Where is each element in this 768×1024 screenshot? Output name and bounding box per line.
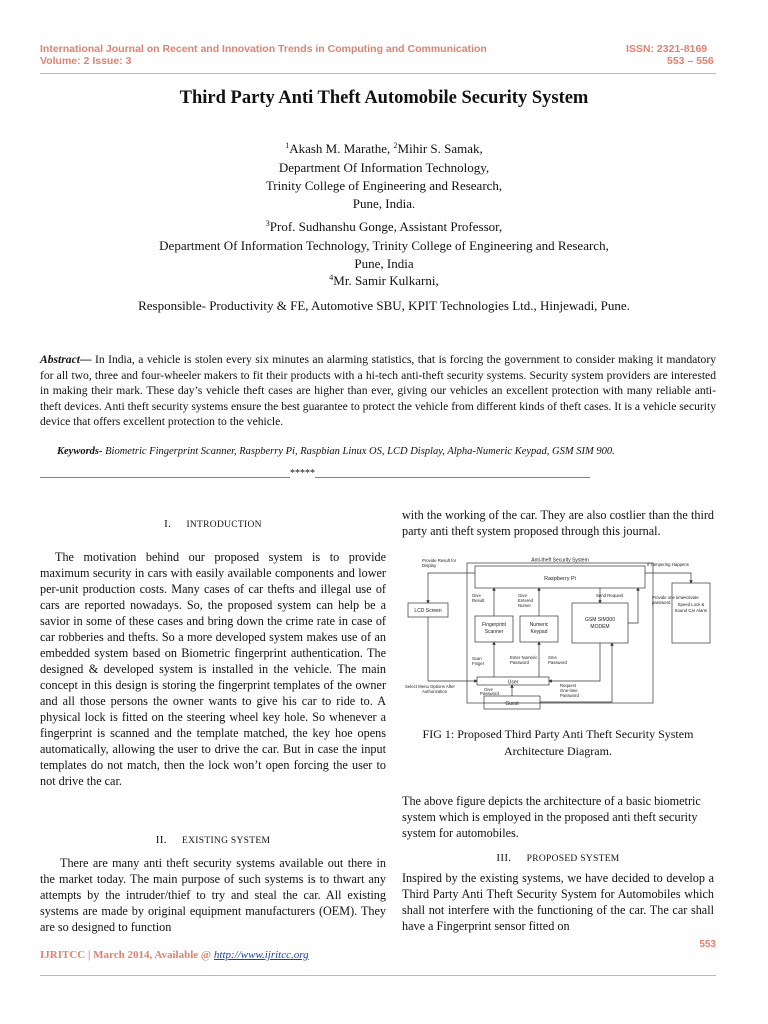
journal-name: International Journal on Recent and Innovation Trends in Computing and Communication <box>40 43 487 55</box>
svg-text:Finger: Finger <box>472 661 485 666</box>
keywords <box>57 446 615 457</box>
svg-text:Give: Give <box>472 593 481 598</box>
section-heading-existing-system: II. EXISTING SYSTEM <box>155 834 271 846</box>
header-rule <box>40 73 716 74</box>
svg-text:User: User <box>507 679 519 686</box>
svg-text:Scanner: Scanner <box>484 629 504 635</box>
svg-text:Provide one time: Provide one time <box>652 595 685 600</box>
affiliation-line-1: Department Of Information Technology, <box>278 160 490 175</box>
svg-text:password: password <box>652 600 671 605</box>
page-range: 553 – 556 <box>667 55 714 67</box>
svg-text:Guest: Guest <box>505 701 519 707</box>
author-line-1: $^1$Akash M. Marathe, $^2$Mihir S. Samak, <box>285 141 483 156</box>
svg-text:Numeric: Numeric <box>529 622 549 628</box>
activate-alarm-box <box>672 583 710 643</box>
svg-text:GSM SIM300: GSM SIM300 <box>584 617 616 623</box>
author-line-3: $^3$Prof. Sudhanshu Gonge, Assistant Professor, <box>265 219 503 234</box>
fig-raspberry: Raspberry Pi <box>544 576 576 582</box>
svg-text:Provide Result for: Provide Result for <box>422 558 457 563</box>
svg-text:Result: Result <box>472 598 485 603</box>
svg-text:Enter Numeric: Enter Numeric <box>510 655 538 660</box>
journal-link[interactable]: http://www.ijritcc.org <box>213 949 309 961</box>
section-heading-introduction: I. INTRODUCTION <box>164 518 262 530</box>
svg-text:If Tampering Happens: If Tampering Happens <box>647 562 689 567</box>
keywords-label: Keywords- <box>57 446 103 457</box>
svg-text:Give: Give <box>518 593 527 598</box>
svg-text:Keypad: Keypad <box>530 629 548 635</box>
svg-text:Send Request: Send Request <box>596 593 624 598</box>
svg-text:MODEM: MODEM <box>590 624 610 630</box>
figure-description: The above figure depicts the architecture of a basic biometric system which is employed in the proposed anti theft security system for automobiles. <box>402 794 701 840</box>
svg-text:Select Menu Options After: Select Menu Options After <box>405 684 455 689</box>
svg-text:One-time: One-time <box>560 688 578 693</box>
fig-lcd: LCD Screen <box>414 608 442 614</box>
svg-text:Password: Password <box>510 660 529 665</box>
svg-text:Password: Password <box>548 660 567 665</box>
svg-text:Fingerprint: Fingerprint <box>482 622 506 628</box>
svg-text:Give: Give <box>484 687 493 692</box>
svg-text:Display: Display <box>422 563 437 568</box>
affiliation-line-6: Responsible- Productivity & FE, Automotive SBU, KPIT Technologies Ltd., Hinjewadi, Pune. <box>138 298 630 313</box>
paper-title: Third Party Anti Theft Automobile Security System <box>179 88 589 108</box>
journal-issn: ISSN: 2321-8169 <box>626 43 708 55</box>
affiliation-line-3: Pune, India. <box>352 196 416 211</box>
fig-title: Anti-theft Security System <box>531 557 589 564</box>
architecture-diagram <box>402 553 714 713</box>
existing-system-text: There are many anti theft security systems available out there in the market today. The main purpose of such systems is to thwart any attempts by the intruder/thief to try and steal the car. All existing systems are made by original equipment manufacturers (OEM). They are so designed to function <box>40 856 386 934</box>
journal-volume: Volume: 2 Issue: 3 <box>40 55 132 67</box>
section-heading-proposed-system: III. PROPOSED SYSTEM <box>496 852 620 864</box>
svg-text:Password: Password <box>480 691 499 696</box>
footer-citation: IJRITCC | March 2014, Available @ http://www.ijritcc.org <box>40 949 309 961</box>
separator-line: __________________________________________________*****_______________________________________________________ <box>40 468 590 479</box>
svg-text:Activate: Activate <box>683 595 699 600</box>
abstract-label: Abstract— <box>40 353 92 366</box>
svg-text:Request: Request <box>560 683 577 688</box>
figure-caption: FIG 1: Proposed Third Party Anti Theft Security System Architecture Diagram. <box>422 727 694 758</box>
affiliation-line-2: Trinity College of Engineering and Research, <box>265 178 503 193</box>
footer-rule <box>40 975 716 976</box>
svg-text:Entered: Entered <box>518 598 534 603</box>
abstract-text: In India, a vehicle is stolen every six minutes an alarming statistics, that is forcing the government to consider making it mandatory for all two, three and four-wheeler makers to fit their products with a hi-tech anti-theft security systems. Security system providers are interested in making their mark. These day’s vehicle theft cases are higher than ever, giving our vehicles an excellent protection with many reliable anti-theft devices. Anti theft security systems ensure the best guarantee to protect the vehicle from different kinds of theft cases. It is a vehicle security device that offers excellent protection to the vehicle. <box>40 353 716 429</box>
abstract <box>40 352 716 430</box>
svg-text:Scan: Scan <box>472 656 482 661</box>
svg-text:Authorization: Authorization <box>422 689 448 694</box>
affiliation-line-5: Pune, India <box>354 256 414 271</box>
svg-text:Speed Lock &: Speed Lock & <box>677 602 705 607</box>
gsm-modem-box <box>572 603 628 643</box>
affiliation-line-4: Department Of Information Technology, Trinity College of Engineering and Research, <box>159 238 609 253</box>
svg-text:Sound Car Alarm: Sound Car Alarm <box>674 608 708 613</box>
author-line-4: $^4$Mr. Samir Kulkarni, <box>329 273 439 288</box>
introduction-text: The motivation behind our proposed system is to provide maximum security in cars with easily available components and lower per-unit production costs. Many cases of car thefts and illegal use of cars are reported nowadays. So, the proposed system can help be a savior in some of these cases and bring down the crime rate in case of car robberies and thefts. So a more developed system makes use of an embedded system based on Biometric fingerprint authentication. The designed & developed system is installed in the vehicle. The main concept in this design is storing the fingerprint templates of the owner and all those persons the owner wants to give his car to ride to. A physical lock is fitted on the steering wheel key hole. So whenever a fingerprint is scanned and the template matched, the key hoe opens automatically, allowing the user to drive the car. But in case the input templates do not match, then the lock won’t open forcing the user to not drive the car. <box>40 550 386 788</box>
keywords-text: Biometric Fingerprint Scanner, Raspberry Pi, Raspbian Linux OS, LCD Display, Alpha-Numeric Keypad, GSM SIM 900. <box>102 446 615 457</box>
svg-text:Numer: Numer <box>518 603 531 608</box>
proposed-system-text: Inspired by the existing systems, we have decided to develop a Third Party Anti Theft Security System for Automobiles which shall not interfere with the functioning of the car. The car shall have a Fingerprint sensor fitted on <box>402 871 714 933</box>
page-number: 553 <box>699 939 716 950</box>
svg-text:Sms: Sms <box>548 655 557 660</box>
col2-continued-text: with the working of the car. They are also costlier than the third party anti theft system proposed through this journal. <box>402 508 714 538</box>
svg-text:Password: Password <box>560 693 579 698</box>
